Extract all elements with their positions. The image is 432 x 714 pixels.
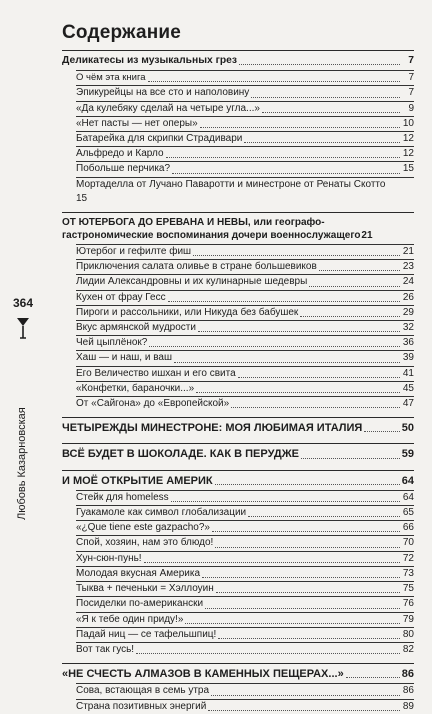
- toc-entry[interactable]: [76, 260, 414, 274]
- toc-entry[interactable]: [76, 147, 414, 161]
- toc-entry[interactable]: [76, 291, 414, 305]
- entry-page: 86: [402, 685, 414, 697]
- section-page: 59: [401, 448, 414, 461]
- dot-leader: [148, 81, 401, 82]
- section-page: 21: [361, 230, 373, 242]
- entry-title: Падай ниц — се тафельшпиц!: [76, 628, 217, 640]
- entry-page: 64: [402, 491, 414, 503]
- entry-page: 41: [402, 367, 414, 379]
- toc-entry[interactable]: [76, 567, 414, 581]
- entry-title: «¿Que tiene este gazpacho?»: [76, 522, 210, 534]
- entry-page: 73: [402, 567, 414, 579]
- dot-leader: [172, 173, 400, 174]
- entry-title: Стейк для homeless: [76, 491, 169, 503]
- toc-entry[interactable]: [76, 521, 414, 535]
- dot-leader: [364, 431, 399, 432]
- entry-title: Батарейка для скрипки Страдивари: [76, 133, 243, 145]
- section-title: И МОЁ ОТКРЫТИЕ АМЕРИК: [62, 474, 213, 487]
- entry-title: «Конфетки, бараночки...»: [76, 382, 195, 394]
- entry-title: Его Величество ишхан и его свита: [76, 367, 236, 379]
- entry-page: 70: [402, 537, 414, 549]
- dot-leader: [200, 127, 400, 128]
- entry-page: 21: [402, 246, 414, 258]
- entry-page: 75: [402, 583, 414, 595]
- entry-page: 32: [402, 322, 414, 334]
- entry-page: 82: [402, 643, 414, 655]
- entry-page: 36: [402, 337, 414, 349]
- dot-leader: [212, 531, 400, 532]
- dot-leader: [166, 157, 401, 158]
- page-title: Содержание: [62, 22, 182, 43]
- toc-section: [62, 212, 414, 411]
- dot-leader: [300, 316, 400, 317]
- toc-section: [62, 417, 414, 435]
- entry-page: 23: [402, 261, 414, 273]
- entry-title: Эпикурейцы на все сто и наполовину: [76, 87, 250, 99]
- entry-page: 15: [76, 192, 88, 204]
- entry-title: «Я к тебе один приду!»: [76, 613, 184, 625]
- entry-page: 79: [402, 613, 414, 625]
- dot-leader: [205, 608, 400, 609]
- toc-entry[interactable]: [76, 506, 414, 520]
- toc-section: [62, 443, 414, 461]
- entry-page: 26: [402, 291, 414, 303]
- entry-title: Молодая вкусная Америка: [76, 567, 201, 579]
- entry-title: Хун-сюн-пунь!: [76, 552, 142, 564]
- entry-page: 39: [402, 352, 414, 364]
- section-heading[interactable]: [62, 54, 414, 68]
- entry-page: 47: [402, 398, 414, 410]
- section-heading[interactable]: [62, 216, 414, 242]
- entry-title: Приключения салата оливье в стране большевиков: [76, 261, 317, 273]
- toc-entry[interactable]: [76, 178, 414, 206]
- entry-page: 15: [402, 163, 414, 175]
- entry-page: 9: [408, 102, 414, 114]
- entry-title: Тыква + печеньки = Хэллоуин: [76, 583, 214, 595]
- entry-title: Вот так гусь!: [76, 643, 135, 655]
- dot-leader: [168, 301, 400, 302]
- entry-page: 89: [402, 700, 414, 712]
- toc-entry[interactable]: [76, 306, 414, 320]
- toc-entry[interactable]: [76, 117, 414, 131]
- dot-leader: [211, 695, 400, 696]
- entry-title: Лидии Александровны и их кулинарные шедевры: [76, 276, 308, 288]
- entry-page: 10: [402, 117, 414, 129]
- author-name: Любовь Казарновская: [16, 407, 28, 520]
- dot-leader: [144, 562, 400, 563]
- entry-title: Гуакамоле как символ глобализации: [76, 507, 247, 519]
- dot-leader: [216, 592, 400, 593]
- dot-leader: [231, 407, 400, 408]
- entry-title: Спой, хозяин, нам это блюдо!: [76, 537, 214, 549]
- toc-entry[interactable]: [76, 321, 414, 335]
- dot-leader: [208, 710, 400, 711]
- entry-page: 76: [402, 598, 414, 610]
- dot-leader: [239, 64, 400, 65]
- entry-title: Сова, встающая в семь утра: [76, 685, 210, 697]
- section-heading[interactable]: [62, 474, 414, 488]
- entry-page: 24: [402, 276, 414, 288]
- section-title-line-2: гастрономические воспоминания дочери военнослужащего: [62, 230, 361, 242]
- entry-title: Кухен от фрау Гесс: [76, 291, 166, 303]
- toc-entry[interactable]: [76, 684, 414, 698]
- publisher-logo-icon: [15, 316, 31, 340]
- toc-entry[interactable]: [76, 382, 414, 396]
- entry-title: Вкус армянской мудрости: [76, 322, 196, 334]
- dot-leader: [202, 577, 400, 578]
- toc-entry[interactable]: [76, 397, 414, 411]
- section-title: Деликатесы из музыкальных грез: [62, 55, 238, 66]
- section-heading[interactable]: [62, 421, 414, 435]
- section-page: 86: [401, 668, 414, 681]
- dot-leader: [215, 484, 400, 485]
- dot-leader: [244, 142, 400, 143]
- section-title: ЧЕТЫРЕЖДЫ МИНЕСТРОНЕ: МОЯ ЛЮБИМАЯ ИТАЛИЯ: [62, 422, 363, 435]
- toc-entry[interactable]: [76, 275, 414, 289]
- entry-title: Побольше перчика?: [76, 163, 171, 175]
- entry-title: О чём эта книга: [76, 72, 146, 84]
- dot-leader: [193, 255, 400, 256]
- entry-title: Страна позитивных энергий: [76, 700, 207, 712]
- section-heading[interactable]: [62, 667, 414, 681]
- toc-entry[interactable]: [76, 162, 414, 176]
- entry-page: 7: [408, 72, 414, 84]
- toc-entry[interactable]: [76, 613, 414, 627]
- toc-entry[interactable]: [76, 597, 414, 611]
- toc-entry[interactable]: [76, 351, 414, 365]
- toc-entry[interactable]: [76, 643, 414, 657]
- entry-title: Хаш — и наш, и ваш: [76, 352, 172, 364]
- dot-leader: [346, 677, 400, 678]
- dot-leader: [198, 331, 400, 332]
- dot-leader: [262, 112, 400, 113]
- section-page: 7: [408, 55, 414, 66]
- toc-entry[interactable]: [76, 245, 414, 259]
- toc-entry[interactable]: [76, 536, 414, 550]
- entry-page: 12: [402, 148, 414, 160]
- section-heading[interactable]: [62, 447, 414, 461]
- entry-title: «Нет пасты — нет оперы»: [76, 117, 198, 129]
- entry-title: Ютербог и гефилте фиш: [76, 246, 192, 258]
- toc-section: [62, 470, 414, 657]
- toc-entry[interactable]: [76, 491, 414, 505]
- entry-title: От «Сайгона» до «Европейской»: [76, 398, 230, 410]
- entry-page: 29: [402, 306, 414, 318]
- section-title: «НЕ СЧЕСТЬ АЛМАЗОВ В КАМЕННЫХ ПЕЩЕРАХ...»: [62, 668, 344, 681]
- toc-entry[interactable]: [76, 336, 414, 350]
- table-of-contents: [62, 50, 414, 714]
- dot-leader: [136, 653, 400, 654]
- entry-title: Посиделки по-американски: [76, 598, 204, 610]
- entry-page: 45: [402, 382, 414, 394]
- dot-leader: [196, 392, 400, 393]
- dot-leader: [215, 547, 400, 548]
- entry-title: Чей цыплёнок?: [76, 337, 148, 349]
- entry-page: 65: [402, 507, 414, 519]
- toc-entry[interactable]: [76, 700, 414, 714]
- toc-entry[interactable]: [76, 367, 414, 381]
- entry-title: Мортаделла от Лучано Паваротти и минестроне от Ренаты Скотто: [76, 178, 386, 190]
- dot-leader: [174, 362, 400, 363]
- entry-title: «Да кулебяку сделай на четыре угла...»: [76, 102, 260, 114]
- entry-page: 12: [402, 133, 414, 145]
- dot-leader: [251, 97, 400, 98]
- entry-page: 7: [408, 87, 414, 99]
- toc-entry[interactable]: [76, 552, 414, 566]
- dot-leader: [171, 501, 400, 502]
- toc-section: [62, 50, 414, 206]
- toc-entry[interactable]: [76, 71, 414, 85]
- entry-page: 72: [402, 552, 414, 564]
- dot-leader: [149, 346, 400, 347]
- entry-page: 66: [402, 522, 414, 534]
- dot-leader: [185, 623, 400, 624]
- toc-entry[interactable]: [76, 86, 414, 100]
- side-margin: [0, 0, 50, 700]
- toc-entry[interactable]: [76, 582, 414, 596]
- section-page: 64: [401, 474, 414, 487]
- entry-title: Пироги и рассольники, или Никуда без бабушек: [76, 306, 299, 318]
- dot-leader: [238, 377, 400, 378]
- toc-entry[interactable]: [76, 628, 414, 642]
- dot-leader: [301, 458, 400, 459]
- entry-page: 80: [402, 628, 414, 640]
- page-number: 364: [13, 296, 34, 310]
- toc-section: [62, 663, 414, 714]
- toc-entry[interactable]: [76, 132, 414, 146]
- dot-leader: [218, 638, 400, 639]
- dot-leader: [319, 270, 400, 271]
- section-title: ВСЁ БУДЕТ В ШОКОЛАДЕ. КАК В ПЕРУДЖЕ: [62, 448, 299, 461]
- dot-leader: [248, 516, 400, 517]
- entry-title: Альфредо и Карло: [76, 148, 164, 160]
- section-title-line-1: ОТ ЮТЕРБОГА ДО ЕРЕВАНА И НЕВЫ, или географо-: [62, 217, 325, 229]
- toc-entry[interactable]: [76, 102, 414, 116]
- dot-leader: [309, 286, 400, 287]
- section-page: 50: [401, 422, 414, 435]
